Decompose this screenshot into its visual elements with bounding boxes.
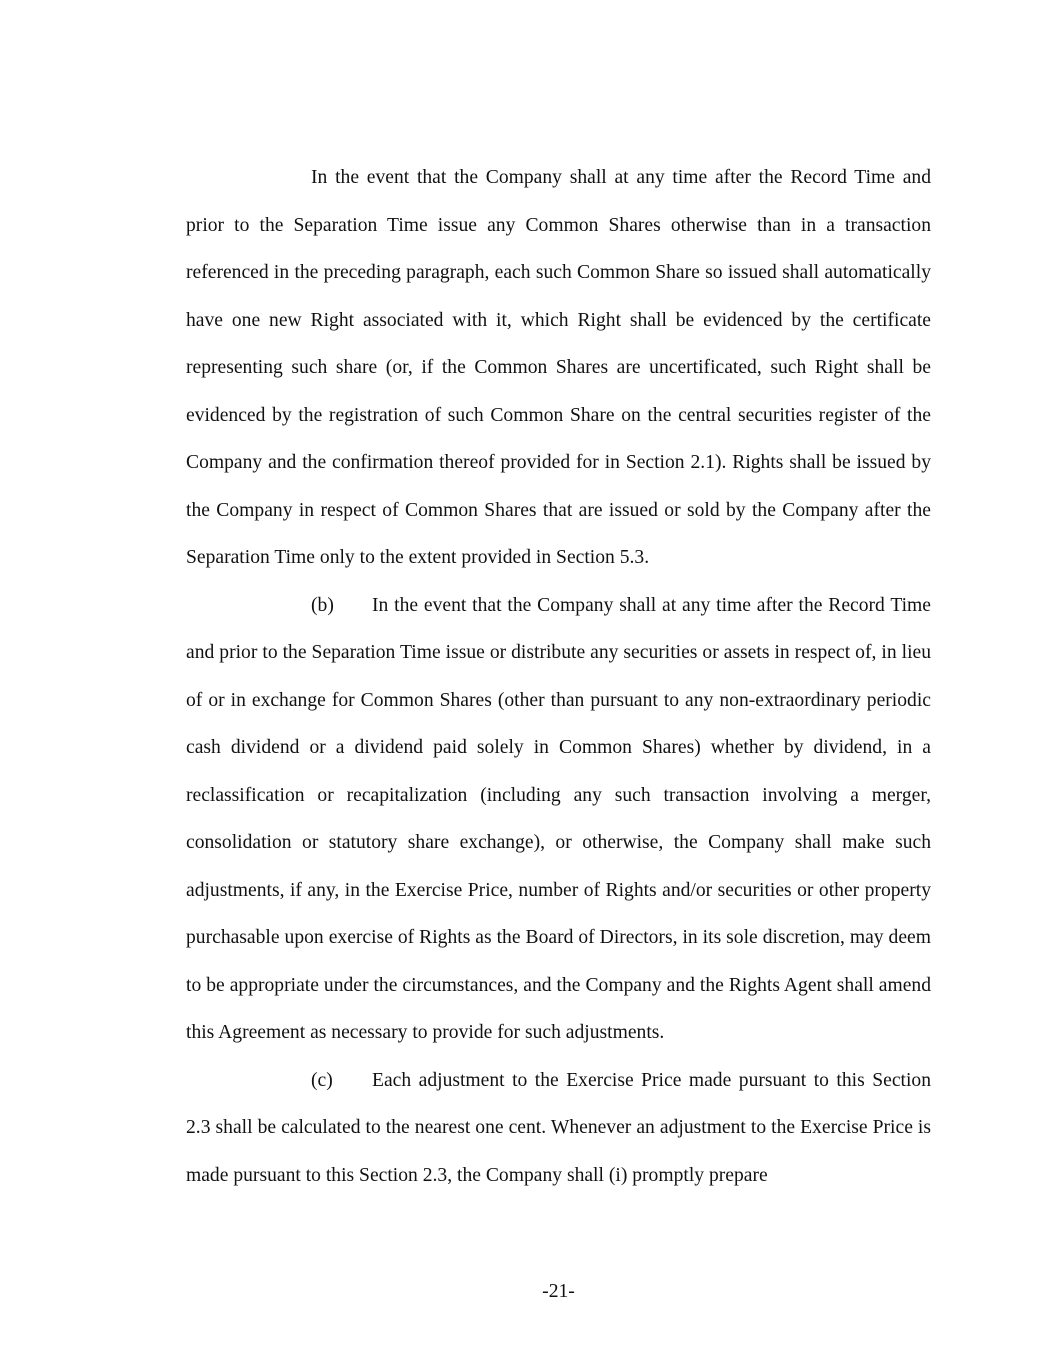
document-body	[186, 154, 931, 1199]
paragraph-b	[186, 582, 931, 1057]
page-number: -21-	[542, 1281, 575, 1302]
paragraph-c-marker: (c)	[311, 1069, 333, 1091]
paragraph-c	[186, 1057, 931, 1200]
paragraph-b-marker: (b)	[311, 594, 334, 616]
paragraph-c-text: Each adjustment to the Exercise Price made pursuant to this Section 2.3 shall be calculated to the nearest one cent. Whenever an adjustment to the Exercise Price is made pursuant to this Section 2.3, the Company shall (i) promptly prepare	[186, 1069, 931, 1186]
paragraph-intro	[186, 154, 931, 582]
paragraph-b-text: In the event that the Company shall at any time after the Record Time and prior to the Separation Time issue or distribute any securities or assets in respect of, in lieu of or in exchange for Common Shares (other than pursuant to any non-extraordinary periodic cash dividend or a dividend paid solely in Common Shares) whether by dividend, in a reclassification or recapitalization (including any such transaction involving a merger, consolidation or statutory share exchange), or otherwise, the Company shall make such adjustments, if any, in the Exercise Price, number of Rights and/or securities or other property purchasable upon exercise of Rights as the Board of Directors, in its sole discretion, may deem to be appropriate under the circumstances, and the Company and the Rights Agent shall amend this Agreement as necessary to provide for such adjustments.	[186, 594, 931, 1043]
paragraph-intro-text: In the event that the Company shall at any time after the Record Time and prior to the Separation Time issue any Common Shares otherwise than in a transaction referenced in the preceding paragraph, each such Common Share so issued shall automatically have one new Right associated with it, which Right shall be evidenced by the certificate representing such share (or, if the Common Shares are uncertificated, such Right shall be evidenced by the registration of such Common Share on the central securities register of the Company and the confirmation thereof provided for in Section 2.1). Rights shall be issued by the Company in respect of Common Shares that are issued or sold by the Company after the Separation Time only to the extent provided in Section 5.3.	[186, 167, 931, 568]
